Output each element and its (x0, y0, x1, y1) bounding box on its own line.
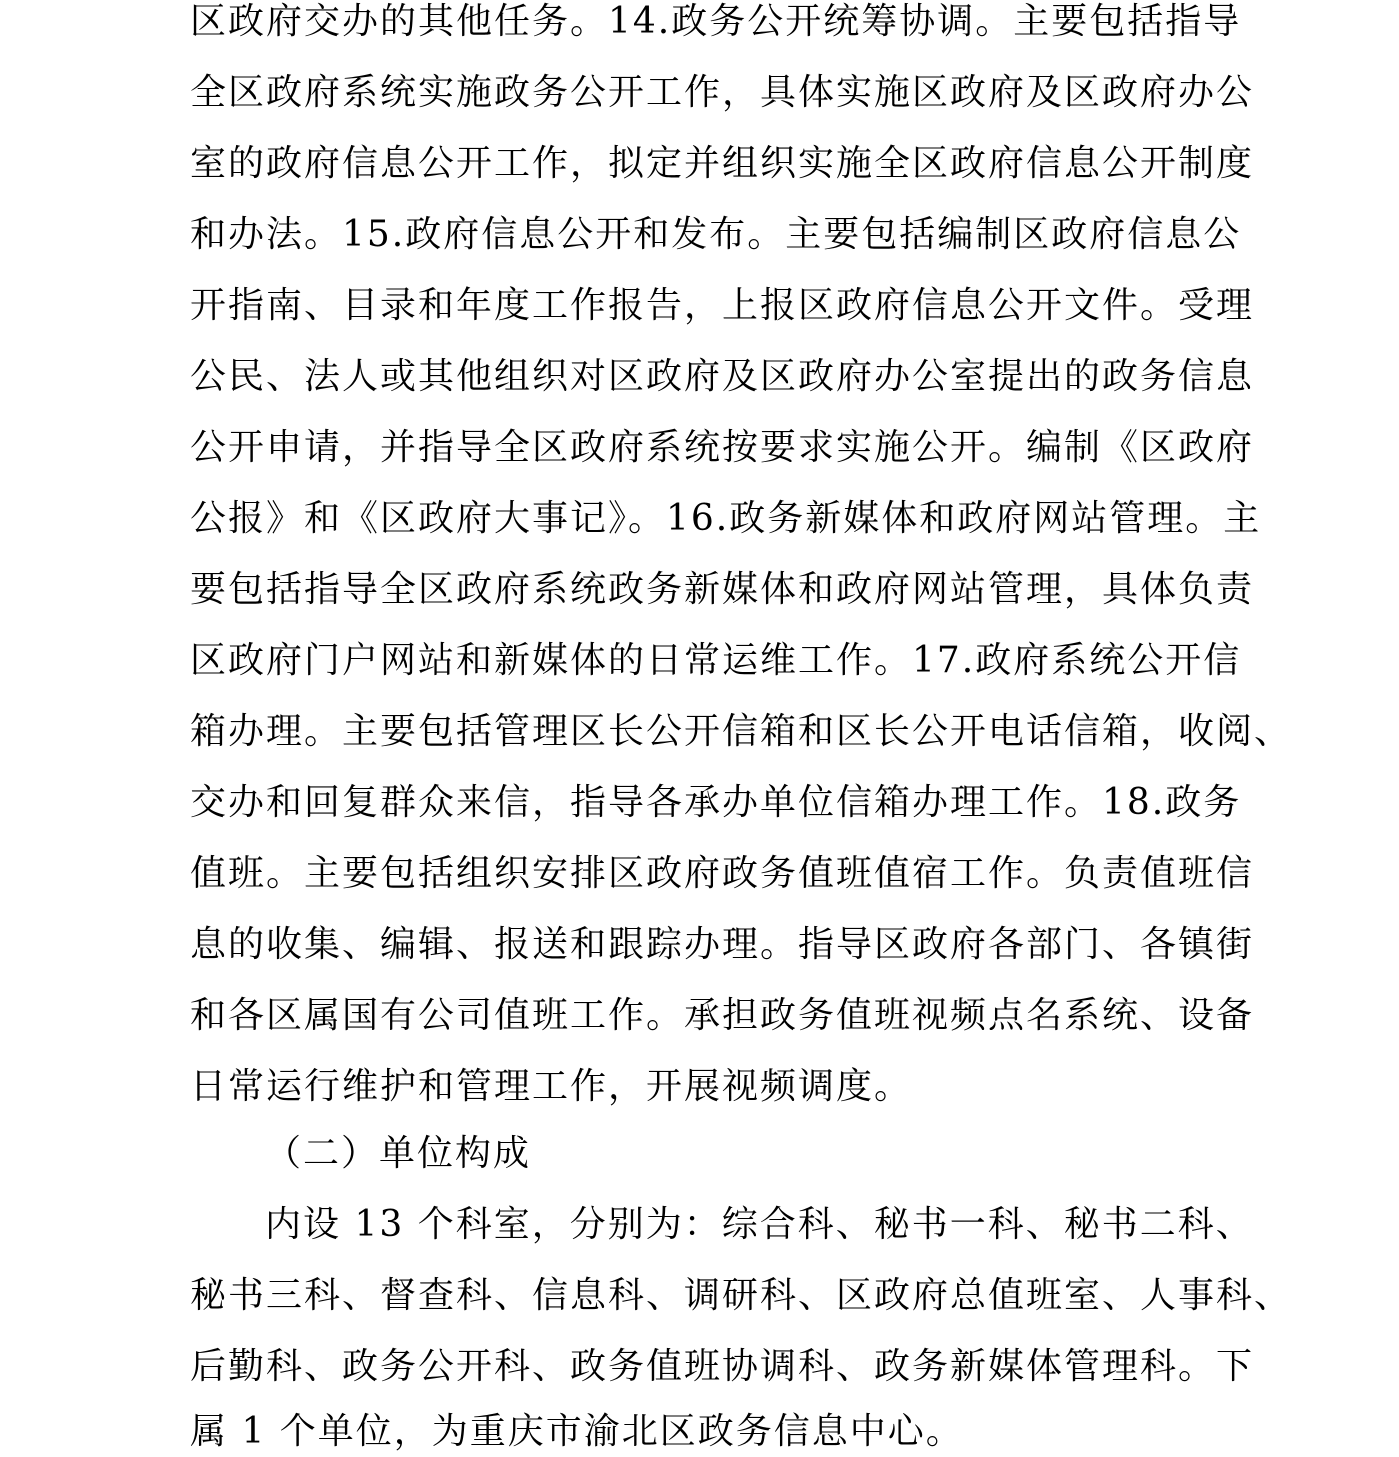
text-line: 日常运行维护和管理工作，开展视频调度。 (190, 1066, 913, 1107)
text-line: 全区政府系统实施政务公开工作，具体实施区政府及区政府办公 (190, 72, 1255, 113)
text-line: 室的政府信息公开工作，拟定并组织实施全区政府信息公开制度 (190, 143, 1255, 184)
text-line: 交办和回复群众来信，指导各承办单位信箱办理工作。18.政务 (190, 782, 1242, 823)
text-line: 和各区属国有公司值班工作。承担政务值班视频点名系统、设备 (190, 995, 1255, 1036)
text-line: 属 1 个单位，为重庆市渝北区政务信息中心。 (190, 1411, 964, 1452)
text-line: 息的收集、编辑、报送和跟踪办理。指导区政府各部门、各镇街 (190, 924, 1255, 965)
text-line: 公民、法人或其他组织对区政府及区政府办公室提出的政务信息 (190, 356, 1255, 397)
text-line: 值班。主要包括组织安排区政府政务值班值宿工作。负责值班信 (190, 853, 1255, 894)
text-line: 秘书三科、督查科、信息科、调研科、区政府总值班室、人事科、 (190, 1275, 1293, 1316)
text-line: 和办法。15.政府信息公开和发布。主要包括编制区政府信息公 (190, 214, 1242, 255)
text-line: 区政府门户网站和新媒体的日常运维工作。17.政府系统公开信 (190, 640, 1242, 681)
section-heading: （二）单位构成 (265, 1133, 532, 1174)
text-line: 内设 13 个科室，分别为：综合科、秘书一科、秘书二科、 (265, 1204, 1254, 1245)
text-line: 公开申请，并指导全区政府系统按要求实施公开。编制《区政府 (190, 427, 1255, 468)
text-line: 箱办理。主要包括管理区长公开信箱和区长公开电话信箱，收阅、 (190, 711, 1293, 752)
text-line: 区政府交办的其他任务。14.政务公开统筹协调。主要包括指导 (190, 1, 1242, 42)
text-line: 公报》和《区政府大事记》。16.政务新媒体和政府网站管理。主 (190, 498, 1262, 539)
text-line: 开指南、目录和年度工作报告，上报区政府信息公开文件。受理 (190, 285, 1255, 326)
text-line: 要包括指导全区政府系统政务新媒体和政府网站管理，具体负责 (190, 569, 1255, 610)
text-line: 后勤科、政务公开科、政务值班协调科、政务新媒体管理科。下 (190, 1346, 1255, 1387)
